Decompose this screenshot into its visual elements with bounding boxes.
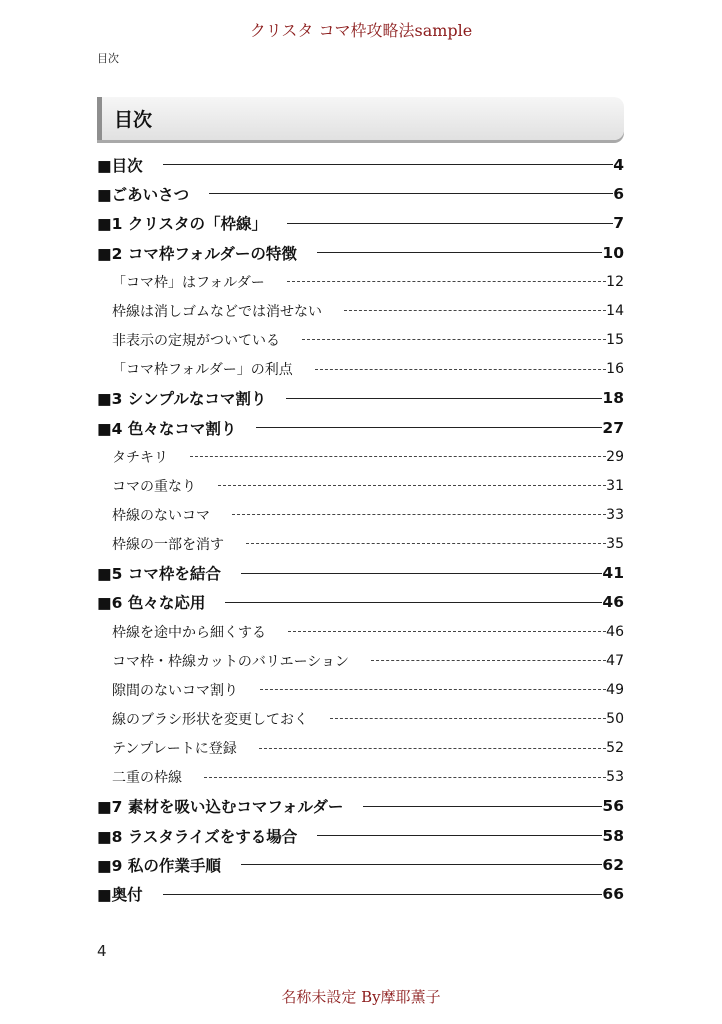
toc-entry-section[interactable]: [97, 325, 624, 354]
toc-entry-section[interactable]: [97, 763, 624, 792]
toc-entry-chapter[interactable]: [97, 150, 624, 179]
toc-entry-chapter[interactable]: [97, 179, 624, 208]
toc-entry-page: 7: [613, 214, 624, 233]
toc-entry-label: ■ごあいさつ: [97, 185, 190, 204]
section-heading: 目次: [114, 109, 153, 131]
toc-leader-line: [163, 894, 603, 895]
toc-leader-line: [344, 310, 606, 311]
toc-leader-line: [256, 427, 602, 428]
toc-entry-page: 41: [602, 564, 624, 583]
toc-entry-label: ■7 素材を吸い込むコマフォルダー: [97, 798, 344, 817]
toc-leader-line: [315, 369, 606, 370]
toc-entry-page: 12: [606, 273, 624, 290]
toc-entry-page: 27: [602, 418, 624, 437]
toc-entry-label: 「コマ枠フォルダー」の利点: [112, 362, 293, 379]
toc-entry-page: 35: [606, 535, 624, 552]
toc-entry-page: 6: [613, 184, 624, 203]
toc-entry-chapter[interactable]: [97, 559, 624, 588]
toc-entry-page: 58: [602, 826, 624, 845]
toc-leader-line: [288, 631, 606, 632]
toc-entry-page: 15: [606, 331, 624, 348]
toc-leader-line: [204, 777, 606, 778]
toc-entry-section[interactable]: [97, 267, 624, 296]
toc-entry-page: 31: [606, 477, 624, 494]
toc-entry-chapter[interactable]: [97, 238, 624, 267]
toc-entry-chapter[interactable]: [97, 880, 624, 909]
toc-entry-page: 10: [602, 243, 624, 262]
page-footer: 名称未設定 By摩耶薫子: [281, 988, 441, 1006]
toc-entry-chapter[interactable]: [97, 792, 624, 821]
toc-entry-label: コマ枠・枠線カットのバリエーション: [112, 653, 350, 670]
toc-entry-page: 53: [606, 769, 624, 786]
toc-entry-page: 46: [606, 623, 624, 640]
toc-leader-line: [259, 748, 606, 749]
toc-leader-line: [286, 398, 602, 399]
toc-entry-page: 56: [602, 797, 624, 816]
toc-entry-label: ■6 色々な応用: [97, 594, 206, 613]
toc-leader-line: [317, 252, 602, 253]
toc-entry-chapter[interactable]: [97, 413, 624, 442]
document-title: クリスタ コマ枠攻略法sample: [249, 21, 473, 40]
toc-entry-label: ■5 コマ枠を結合: [97, 565, 221, 584]
toc-entry-section[interactable]: [97, 646, 624, 675]
toc-entry-section[interactable]: [97, 734, 624, 763]
toc-entry-section[interactable]: [97, 675, 624, 704]
toc-entry-label: 枠線を途中から細くする: [112, 624, 266, 641]
toc-entry-page: 49: [606, 681, 624, 698]
toc-entry-label: 枠線は消しゴムなどでは消せない: [112, 303, 322, 320]
toc-entry-label: テンプレートに登録: [112, 741, 237, 758]
toc-entry-label: ■2 コマ枠フォルダーの特徴: [97, 244, 297, 263]
toc-entry-section[interactable]: [97, 617, 624, 646]
toc-leader-line: [163, 164, 614, 165]
toc-entry-page: 47: [606, 652, 624, 669]
toc-entry-page: 52: [606, 740, 624, 757]
toc-entry-label: 非表示の定規がついている: [112, 332, 280, 349]
toc-leader-line: [317, 835, 602, 836]
toc-entry-section[interactable]: [97, 471, 624, 500]
toc-entry-label: コマの重なり: [112, 478, 196, 495]
toc-entry-label: ■8 ラスタライズをする場合: [97, 827, 298, 846]
toc-entry-label: ■1 クリスタの「枠線」: [97, 215, 268, 234]
toc-leader-line: [371, 660, 606, 661]
toc-entry-label: 隙間のないコマ割り: [112, 682, 238, 699]
toc-entry-chapter[interactable]: [97, 384, 624, 413]
toc-entry-label: 線のブラシ形状を変更しておく: [112, 711, 308, 728]
toc-entry-section[interactable]: [97, 354, 624, 383]
section-heading-box: [97, 97, 624, 140]
toc-entry-label: ■4 色々なコマ割り: [97, 419, 237, 438]
toc-entry-label: 「コマ枠」はフォルダー: [112, 274, 265, 291]
toc-leader-line: [363, 806, 602, 807]
toc-entry-page: 16: [606, 361, 624, 378]
toc-entry-label: 二重の枠線: [112, 770, 182, 787]
toc-entry-chapter[interactable]: [97, 588, 624, 617]
toc-entry-label: ■3 シンプルなコマ割り: [97, 390, 267, 409]
toc-leader-line: [330, 718, 606, 719]
toc-entry-label: タチキリ: [112, 449, 168, 466]
toc-entry-chapter[interactable]: [97, 821, 624, 850]
toc-leader-line: [260, 689, 606, 690]
toc-entry-page: 33: [606, 506, 624, 523]
toc-leader-line: [287, 281, 606, 282]
toc-entry-section[interactable]: [97, 500, 624, 529]
toc-entry-page: 29: [606, 448, 624, 465]
toc-leader-line: [218, 485, 606, 486]
toc-entry-section[interactable]: [97, 442, 624, 471]
toc-entry-chapter[interactable]: [97, 209, 624, 238]
toc-leader-line: [209, 193, 613, 194]
toc-entry-section[interactable]: [97, 529, 624, 558]
page-number: 4: [97, 942, 107, 960]
toc-leader-line: [241, 573, 603, 574]
toc-leader-line: [246, 543, 606, 544]
toc-leader-line: [232, 514, 606, 515]
toc-entry-page: 50: [606, 710, 624, 727]
toc-entry-label: ■奥付: [97, 886, 143, 905]
toc-entry-label: 枠線の一部を消す: [112, 536, 224, 553]
toc-entry-page: 46: [602, 593, 624, 612]
toc-leader-line: [190, 456, 606, 457]
toc-entry-label: ■目次: [97, 156, 143, 175]
toc-leader-line: [287, 223, 613, 224]
toc-entry-label: 枠線のないコマ: [112, 507, 210, 524]
toc-entry-section[interactable]: [97, 296, 624, 325]
toc-entry-label: ■9 私の作業手順: [97, 856, 221, 875]
toc-entry-page: 4: [613, 155, 624, 174]
table-of-contents: [97, 150, 624, 909]
toc-entry-page: 62: [602, 855, 624, 874]
toc-entry-chapter[interactable]: [97, 850, 624, 879]
running-header: 目次: [97, 52, 119, 65]
toc-leader-line: [302, 339, 606, 340]
toc-leader-line: [225, 602, 602, 603]
toc-leader-line: [241, 864, 603, 865]
toc-entry-page: 18: [602, 389, 624, 408]
toc-entry-section[interactable]: [97, 704, 624, 733]
toc-entry-page: 14: [606, 302, 624, 319]
toc-entry-page: 66: [602, 885, 624, 904]
